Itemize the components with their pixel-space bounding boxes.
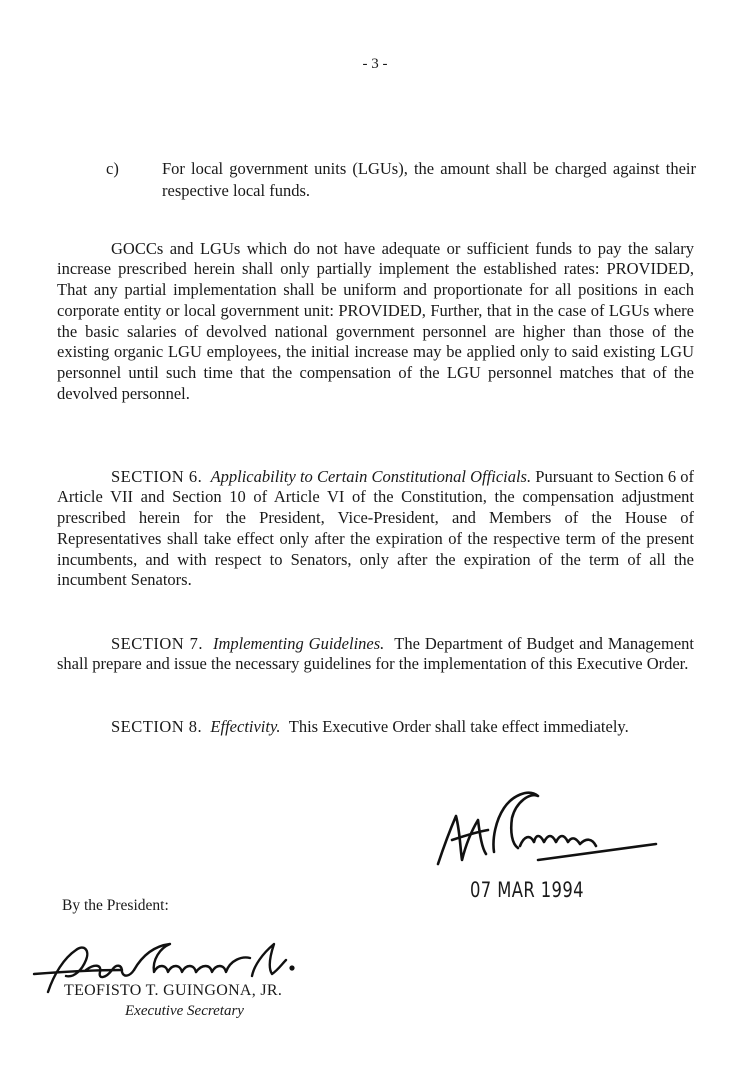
list-item-c — [106, 158, 696, 202]
section-6-body: Pursuant to Section 6 of Article VII and Section 10 of Article VI of the Constitution, the compensation adjustment prescribed herein for the President, Vice-President, and Members of the House of Representatives shall take effect only after the expiration of the respective term of the present incumbents, and with respect to Senators, only after the expiration of the term of all the incumbent Senators. — [57, 466, 695, 590]
section-6-heading: SECTION 6. — [111, 466, 203, 486]
section-6 — [57, 467, 694, 592]
section-7-heading: SECTION 7. — [111, 633, 204, 653]
section-8-body: This Executive Order shall take effect immediately. — [288, 716, 629, 736]
section-8 — [57, 717, 694, 738]
paragraph-partial-implementation: GOCCs and LGUs which do not have adequate or sufficient funds to pay the salary increase prescribed herein shall only partially implement the established rates: PROVIDED, That any partial implementation shall be uniform and proportionate for all positions in each corporate entity or local government unit: PROVIDED, Further, that in the case of LGUs where the basic salaries of devolved national government personnel are higher than those of the existing organic LGU employees, the initial increase may be applied only to said existing LGU personnel until such time that the compensation of the LGU personnel matches that of the devolved personnel. — [57, 238, 694, 404]
section-6-title: Applicability to Certain Constitutional Officials. — [210, 466, 532, 486]
page-number: - 3 - — [362, 56, 388, 72]
secretary-title: Executive Secretary — [125, 1003, 244, 1019]
president-signature — [430, 780, 660, 880]
section-7-body: The Department of Budget and Management shall prepare and issue the necessary guidelines for the implementation of this Executive Order. — [57, 633, 695, 674]
list-item-text: For local government units (LGUs), the amount shall be charged against their respective local funds. — [162, 159, 696, 200]
secretary-name: TEOFISTO T. GUINGONA, JR. — [64, 982, 283, 999]
list-marker: c) — [106, 159, 119, 178]
section-8-heading: SECTION 8. — [111, 716, 203, 736]
date-stamp: 07 MAR 1994 — [470, 878, 584, 902]
by-the-president: By the President: — [62, 897, 169, 914]
section-7 — [57, 634, 694, 676]
section-8-title: Effectivity. — [210, 716, 281, 736]
section-7-title: Implementing Guidelines. — [212, 633, 385, 653]
